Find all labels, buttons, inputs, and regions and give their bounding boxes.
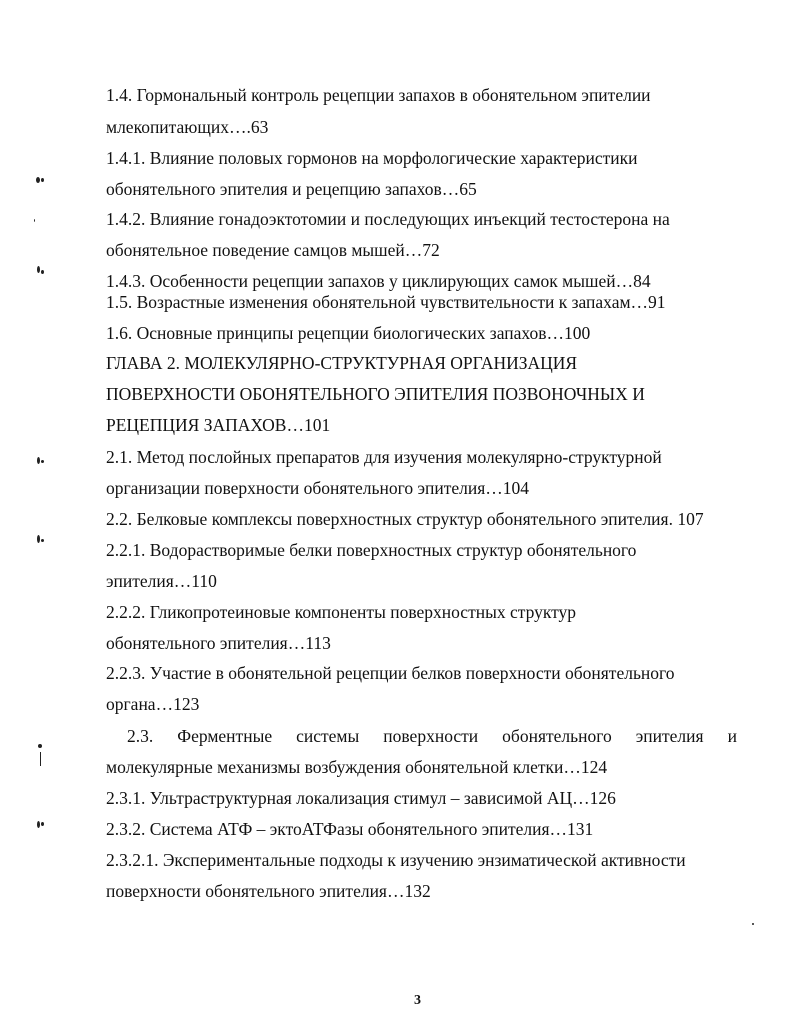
scan-speck bbox=[38, 744, 42, 748]
toc-entry-2-3-word: обонятельного bbox=[502, 726, 612, 746]
scan-speck bbox=[37, 535, 40, 543]
toc-entry-2-3-2-1: 2.3.2.1. Экспериментальные подходы к изучению энзиматической активности bbox=[106, 850, 686, 870]
toc-entry-2-2-3-cont: органа…123 bbox=[106, 694, 200, 714]
toc-entry-2-3-2-1-cont: поверхности обонятельного эпителия…132 bbox=[106, 881, 431, 901]
toc-entry-1-4: 1.4. Гормональный контроль рецепции запахов в обонятельном эпителии bbox=[106, 85, 651, 105]
toc-entry-2-2-3: 2.2.3. Участие в обонятельной рецепции белков поверхности обонятельного bbox=[106, 663, 675, 683]
toc-entry-2-3-cont: молекулярные механизмы возбуждения обонятельной клетки…124 bbox=[106, 757, 608, 777]
toc-entry-2-3-2: 2.3.2. Система АТФ – эктоАТФазы обонятельного эпителия…131 bbox=[106, 819, 594, 839]
toc-entry-2-3-word: Ферментные bbox=[177, 726, 273, 746]
toc-entry-2-1: 2.1. Метод послойных препаратов для изучения молекулярно-структурной bbox=[106, 447, 662, 467]
scan-speck bbox=[41, 539, 44, 542]
scan-speck bbox=[36, 177, 40, 183]
toc-chapter-2-heading-cont: ПОВЕРХНОСТИ ОБОНЯТЕЛЬНОГО ЭПИТЕЛИЯ ПОЗВОНОЧНЫХ И bbox=[106, 384, 645, 404]
toc-entry-2-3-word: и bbox=[727, 726, 737, 746]
toc-entry-1-4-2-cont: обонятельное поведение самцов мышей…72 bbox=[106, 240, 440, 260]
toc-entry-1-4-3: 1.4.3. Особенности рецепции запахов у циклирующих самок мышей…84 bbox=[106, 271, 651, 291]
scan-speck bbox=[752, 923, 754, 925]
toc-entry-1-4-cont: млекопитающих….63 bbox=[106, 117, 269, 137]
toc-entry-1-6: 1.6. Основные принципы рецепции биологических запахов…100 bbox=[106, 323, 591, 343]
scan-speck bbox=[41, 270, 44, 274]
toc-entry-1-4-1-cont: обонятельного эпителия и рецепцию запахов…65 bbox=[106, 179, 477, 199]
toc-entry-2-2: 2.2. Белковые комплексы поверхностных структур обонятельного эпителия. 107 bbox=[106, 509, 704, 529]
toc-entry-1-4-1: 1.4.1. Влияние половых гормонов на морфологические характеристики bbox=[106, 148, 638, 168]
toc-entry-2-3-word: эпителия bbox=[635, 726, 704, 746]
page-number: 3 bbox=[414, 993, 421, 1008]
scan-speck bbox=[41, 822, 44, 826]
scan-speck bbox=[40, 752, 41, 766]
scan-speck bbox=[41, 460, 44, 463]
scan-speck bbox=[37, 457, 40, 464]
toc-entry-1-5: 1.5. Возрастные изменения обонятельной чувствительности к запахам…91 bbox=[106, 292, 666, 312]
toc-entry-2-1-cont: организации поверхности обонятельного эпителия…104 bbox=[106, 478, 530, 498]
toc-entry-2-2-2: 2.2.2. Гликопротеиновые компоненты поверхностных структур bbox=[106, 602, 577, 622]
toc-entry-2-3-1: 2.3.1. Ультраструктурная локализация стимул – зависимой АЦ…126 bbox=[106, 788, 616, 808]
scan-speck bbox=[37, 266, 40, 273]
toc-entry-2-3-word: поверхности bbox=[383, 726, 479, 746]
toc-entry-1-4-2: 1.4.2. Влияние гонадоэктотомии и последующих инъекций тестостерона на bbox=[106, 209, 670, 229]
toc-chapter-2-heading-end: РЕЦЕПЦИЯ ЗАПАХОВ…101 bbox=[106, 415, 331, 435]
toc-entry-2-2-2-cont: обонятельного эпителия…113 bbox=[106, 633, 331, 653]
toc-chapter-2-heading: ГЛАВА 2. МОЛЕКУЛЯРНО-СТРУКТУРНАЯ ОРГАНИЗАЦИЯ bbox=[106, 353, 578, 373]
toc-entry-2-3-word: системы bbox=[296, 726, 360, 746]
toc-entry-2-3-word: 2.3. bbox=[127, 726, 154, 746]
toc-entry-2-2-1-cont: эпителия…110 bbox=[106, 571, 217, 591]
scan-speck bbox=[34, 219, 35, 222]
toc-entry-2-2-1: 2.2.1. Водорастворимые белки поверхностных структур обонятельного bbox=[106, 540, 637, 560]
scan-speck bbox=[41, 178, 44, 182]
toc-entry-2-3 bbox=[127, 725, 737, 747]
scan-speck bbox=[37, 821, 40, 828]
